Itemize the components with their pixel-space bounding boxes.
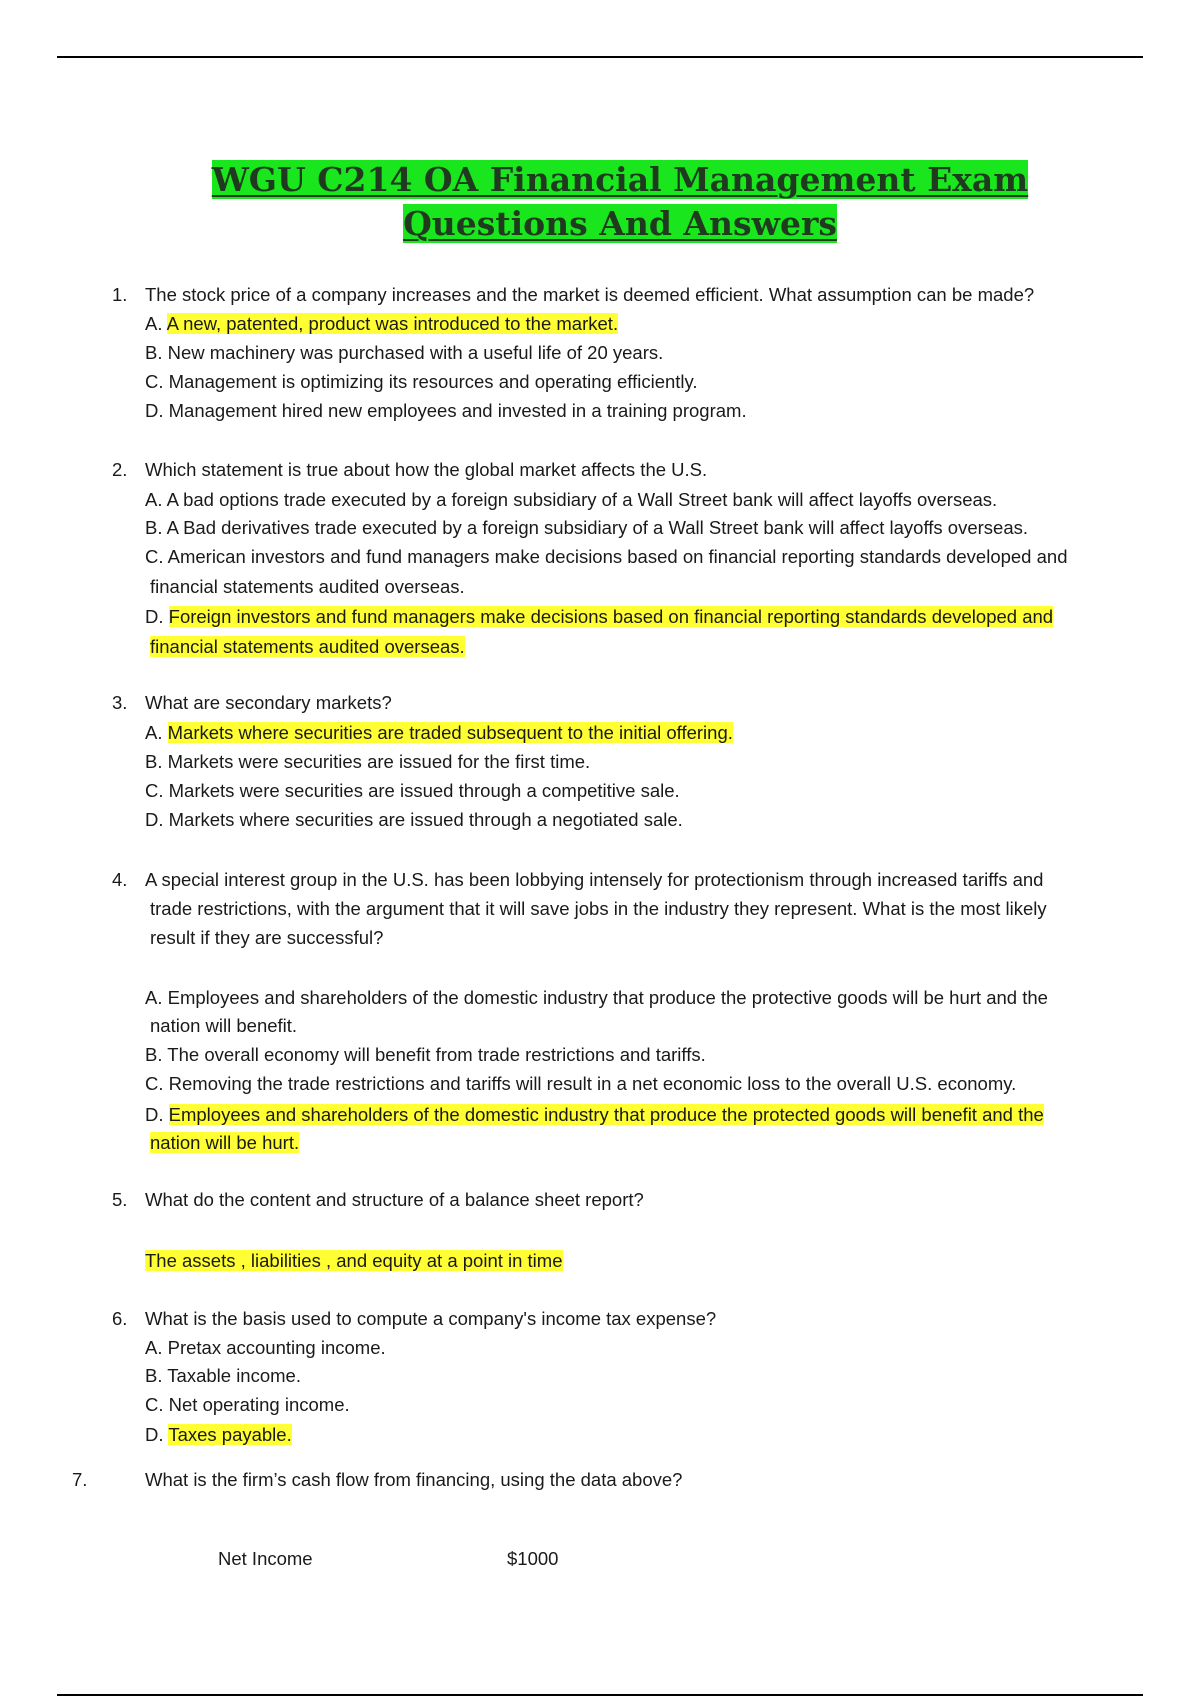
top-rule (57, 56, 1143, 58)
question-4-cont-1: trade restrictions, with the argument that it will save jobs in the industry they represent. What is the most likely (150, 898, 1047, 919)
bottom-rule (57, 1694, 1143, 1696)
option-2d: D. Foreign investors and fund managers make decisions based on financial reporting standards developed and (145, 606, 1054, 627)
option-2a: A. A bad options trade executed by a foreign subsidiary of a Wall Street bank will affect layoffs overseas. (145, 489, 998, 510)
question-number: 1. (112, 284, 128, 305)
option-2c: C. American investors and fund managers make decisions based on financial reporting standards developed and (145, 546, 1068, 567)
question-text: What are secondary markets? (145, 692, 392, 713)
option-4c: C. Removing the trade restrictions and tariffs will result in a net economic loss to the overall U.S. economy. (145, 1073, 1017, 1094)
question-number: 5. (112, 1189, 128, 1210)
option-1a: A. A new, patented, product was introduced to the market. (145, 313, 619, 334)
question-number: 2. (112, 459, 128, 480)
question-number: 6. (112, 1308, 128, 1329)
option-4a-cont: nation will benefit. (150, 1015, 298, 1036)
option-3c: C. Markets were securities are issued through a competitive sale. (145, 780, 680, 801)
option-2c-cont: financial statements audited overseas. (150, 576, 465, 597)
option-2d-cont: financial statements audited overseas. (150, 636, 465, 657)
option-4b: B. The overall economy will benefit from trade restrictions and tariffs. (145, 1044, 706, 1065)
table-row-value: $1000 (507, 1548, 559, 1569)
option-4a: A. Employees and shareholders of the domestic industry that produce the protective goods will be hurt and the (145, 987, 1048, 1008)
option-3a: A. Markets where securities are traded subsequent to the initial offering. (145, 722, 733, 743)
question-number: 3. (112, 692, 128, 713)
option-6d: D. Taxes payable. (145, 1424, 292, 1445)
option-4d-cont: nation will be hurt. (150, 1132, 300, 1153)
answer-5: The assets , liabilities , and equity at a point in time (145, 1250, 563, 1271)
option-1c: C. Management is optimizing its resources and operating efficiently. (145, 371, 698, 392)
option-1d: D. Management hired new employees and invested in a training program. (145, 400, 747, 421)
question-text: The stock price of a company increases and the market is deemed efficient. What assumption can be made? (145, 284, 1035, 305)
table-row-label: Net Income (218, 1548, 313, 1569)
option-6a: A. Pretax accounting income. (145, 1337, 386, 1358)
question-text: What is the basis used to compute a company's income tax expense? (145, 1308, 717, 1329)
option-4d: D. Employees and shareholders of the domestic industry that produce the protected goods will benefit and the (145, 1104, 1044, 1125)
question-4-cont-2: result if they are successful? (150, 927, 384, 948)
question-text: A special interest group in the U.S. has been lobbying intensely for protectionism through increased tariffs and (145, 869, 1044, 890)
option-1b: B. New machinery was purchased with a useful life of 20 years. (145, 342, 664, 363)
question-text: Which statement is true about how the global market affects the U.S. (145, 459, 708, 480)
option-2b: B. A Bad derivatives trade executed by a foreign subsidiary of a Wall Street bank will affect layoffs overseas. (145, 517, 1028, 538)
question-number: 7. (72, 1469, 88, 1490)
option-3d: D. Markets where securities are issued through a negotiated sale. (145, 809, 683, 830)
option-6b: B. Taxable income. (145, 1365, 301, 1386)
option-3b: B. Markets were securities are issued for the first time. (145, 751, 591, 772)
option-6c: C. Net operating income. (145, 1394, 350, 1415)
question-text: What is the firm’s cash flow from financing, using the data above? (145, 1469, 683, 1490)
document-title: WGU C214 OA Financial Management Exam Questions And Answers (211, 160, 1029, 243)
question-number: 4. (112, 869, 128, 890)
question-text: What do the content and structure of a balance sheet report? (145, 1189, 644, 1210)
